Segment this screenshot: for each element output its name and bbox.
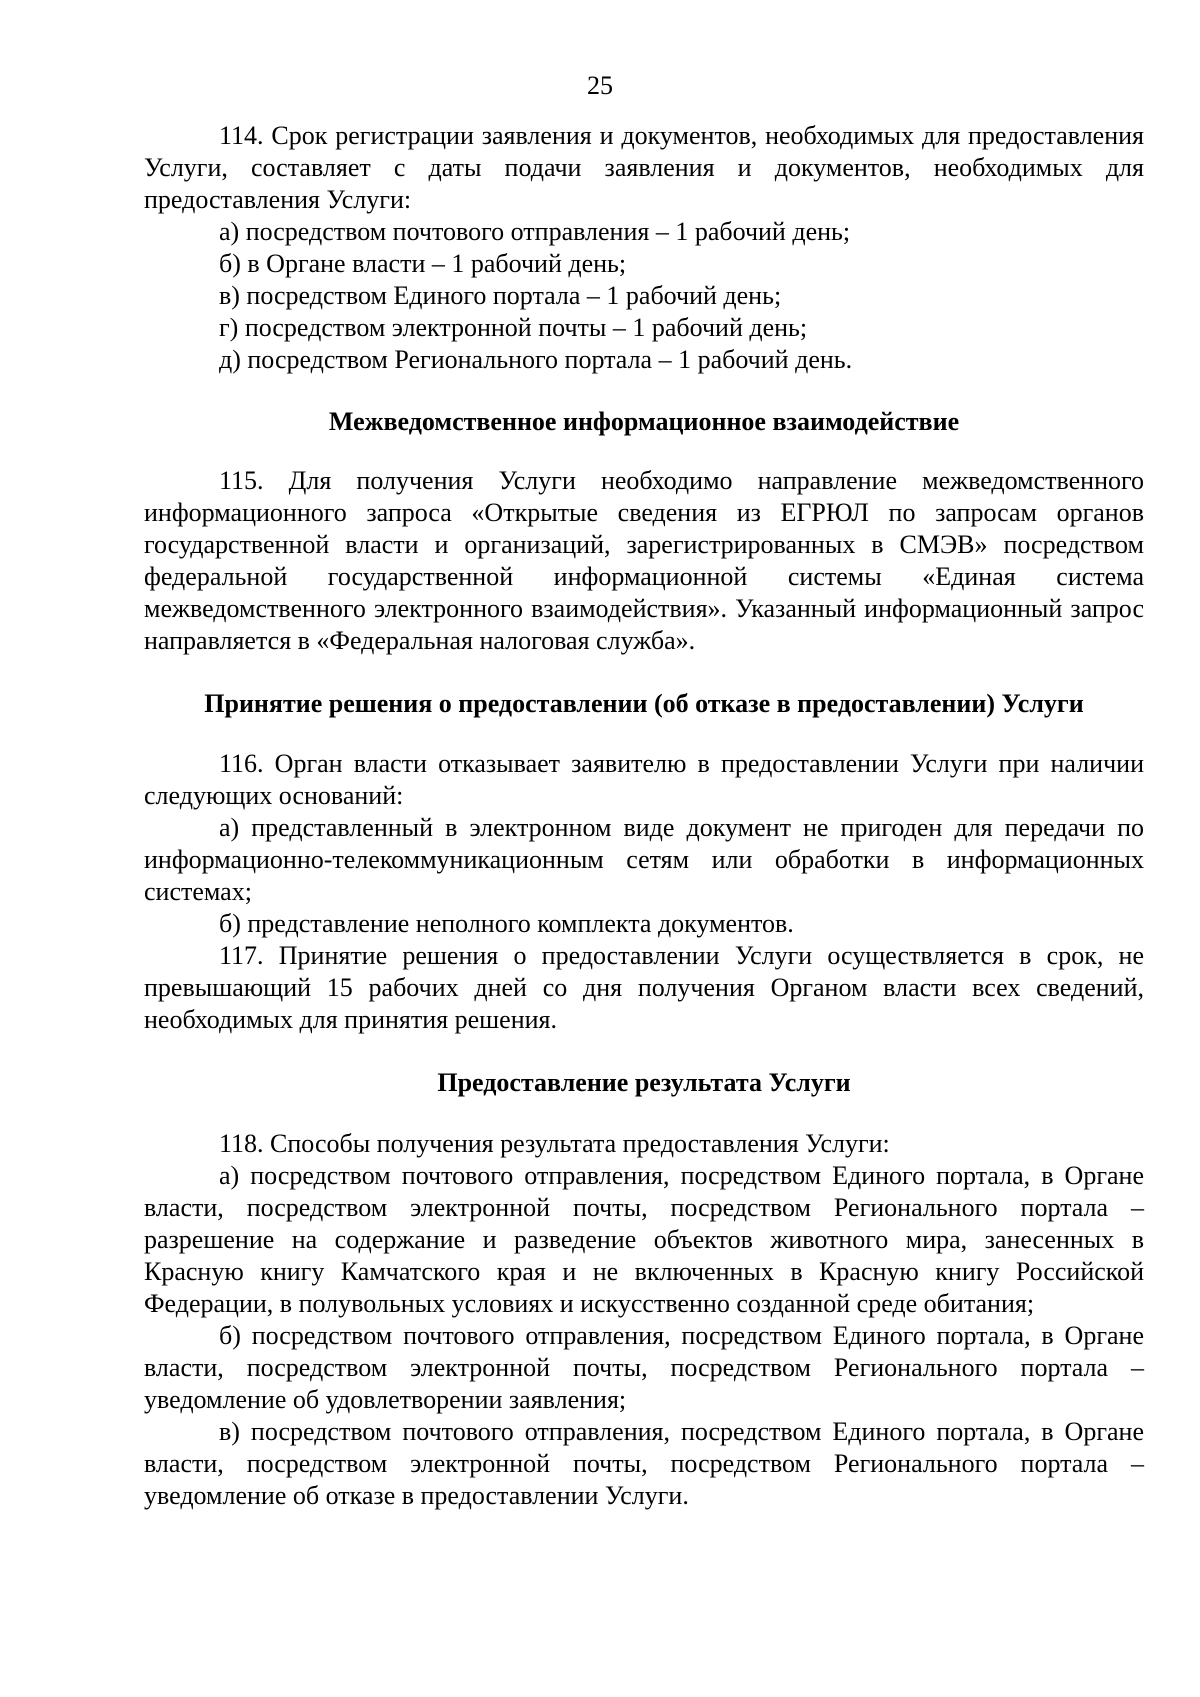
paragraph-115: 115. Для получения Услуги необходимо направление межведомственного информационного запроса «Открытые сведения из ЕГРЮЛ по запросам органов государственной власти и организаций, зарегистрированных в СМЭВ» посредством федеральной государственной информационной системы «Единая система межведомственного электронного взаимодействия». Указанный информационный запрос направляется в «Федеральная налоговая служба». <box>144 466 1144 655</box>
heading-decision: Принятие решения о предоставлении (об отказе в предоставлении) Услуги <box>204 689 1084 718</box>
paragraph-114: 114. Срок регистрации заявления и документов, необходимых для предоставления Услуги, составляет с даты подачи заявления и документов, необходимых для предоставления Услуги: <box>144 121 1144 214</box>
paragraph-114-b: б) в Органе власти – 1 рабочий день; <box>219 249 627 278</box>
paragraph-117: 117. Принятие решения о предоставлении Услуги осуществляется в срок, не превышающий 15 рабочих дней со дня получения Органом власти всех сведений, необходимых для принятия решения. <box>144 941 1144 1034</box>
paragraph-118: 118. Способы получения результата предоставления Услуги: <box>219 1129 890 1158</box>
heading-interagency: Межведомственное информационное взаимодействие <box>328 407 960 436</box>
paragraph-118-b: б) посредством почтового отправления, посредством Единого портала, в Органе власти, посредством электронной почты, посредством Регионального портала – уведомление об удовлетворении заявления; <box>144 1321 1144 1414</box>
paragraph-114-g: г) посредством электронной почты – 1 рабочий день; <box>219 313 808 342</box>
paragraph-116: 116. Орган власти отказывает заявителю в предоставлении Услуги при наличии следующих оснований: <box>144 749 1144 810</box>
paragraph-114-v: в) посредством Единого портала – 1 рабочий день; <box>219 281 782 310</box>
page-number: 25 <box>587 71 613 100</box>
paragraph-114-a: а) посредством почтового отправления – 1 рабочий день; <box>219 217 851 246</box>
paragraph-118-v: в) посредством почтового отправления, посредством Единого портала, в Органе власти, посредством электронной почты, посредством Регионального портала – уведомление об отказе в предоставлении Услуги. <box>144 1417 1144 1510</box>
document-body <box>144 120 1144 1512</box>
paragraph-118-a: а) посредством почтового отправления, посредством Единого портала, в Органе власти, посредством электронной почты, посредством Регионального портала – разрешение на содержание и разведение объектов животного мира, занесенных в Красную книгу Камчатского края и не включенных в Красную книгу Российской Федерации, в полувольных условиях и искусственно созданной среде обитания; <box>144 1161 1144 1318</box>
paragraph-116-b: б) представление неполного комплекта документов. <box>219 909 794 938</box>
paragraph-114-d: д) посредством Регионального портала – 1 рабочий день. <box>219 345 853 374</box>
paragraph-116-a: а) представленный в электронном виде документ не пригоден для передачи по информационно-телекоммуникационным сетям или обработки в информационных системах; <box>144 813 1144 906</box>
heading-result: Предоставление результата Услуги <box>437 1068 851 1097</box>
